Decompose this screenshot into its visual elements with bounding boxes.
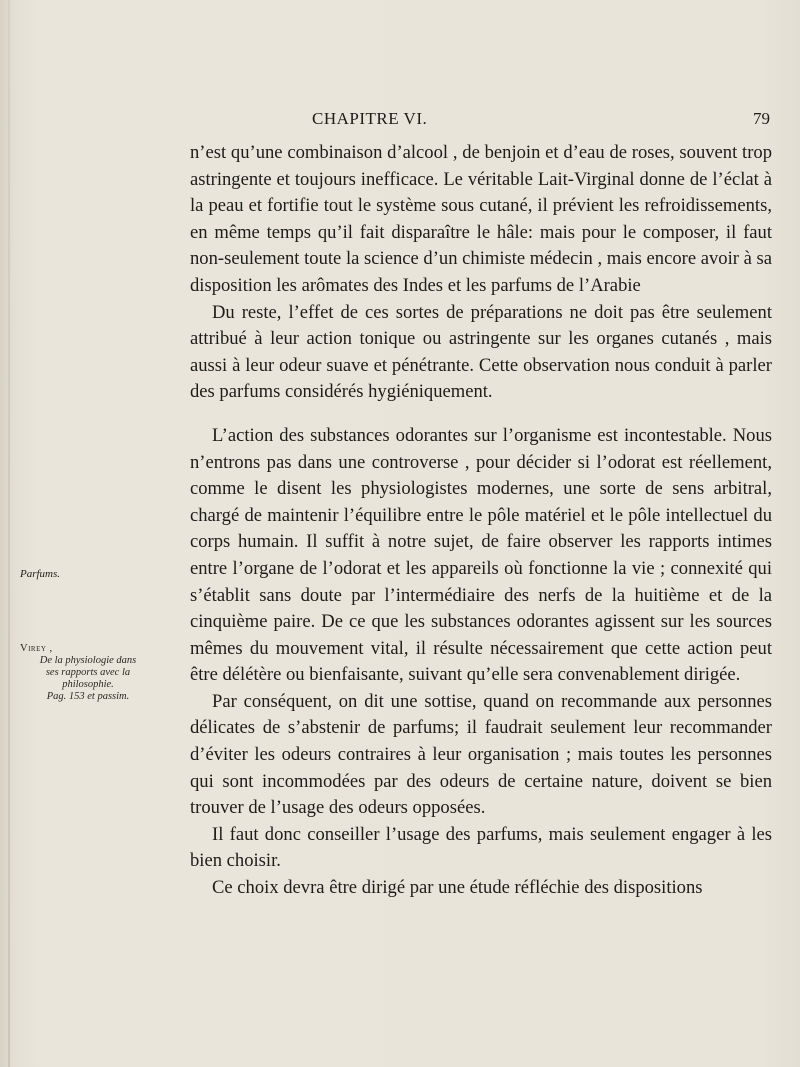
running-title: CHAPITRE VI. — [312, 109, 428, 128]
margin-note-pages: Pag. 153 et passim. — [46, 691, 130, 702]
body-text — [190, 140, 772, 902]
margin-note-book-line1: De la physiologie dans — [39, 655, 137, 666]
paragraph: Il faut donc conseiller l’usage des parfums, mais seulement engager à les bien choisir. — [190, 823, 772, 872]
margin-note-virey — [18, 643, 158, 703]
margin-note-author: Virey , — [20, 643, 53, 654]
paragraph: L’action des substances odorantes sur l’organisme est incontestable. Nous n’entrons pas dans une controverse , pour décider si l’odorat est réellement, comme le disent les physiologistes modernes, une sorte de sens arbitral, chargé de maintenir l’équilibre entre le pôle matériel et le pôle intellectuel du corps humain. Il suffit à notre sujet, de faire observer les rapports intimes entre l’organe de l’odorat et les appareils où fonctionne la vie ; connexité qui s’établit sans doute par l’intermédiaire des nerfs de la huitième et de la cinquième paire. De ce que les substances odorantes agissent sur les sources mêmes du mouvement vital, il résulte nécessairement que cette action peut être délétère ou bienfaisante, suivant qu’elle sera convenablement dirigée. — [190, 424, 772, 686]
paragraph: n’est qu’une combinaison d’alcool , de benjoin et d’eau de roses, souvent trop astringente et toujours inefficace. Le véritable Lait-Virginal donne de l’éclat à la peau et fortifie tout le système sous cutané, il prévient les refroidissements, en même temps qu’il fait disparaître le hâle: mais pour le composer, il faut non-seulement toute la science d’un chimiste médecin , mais encore avoir à sa disposition les arômates des Indes et les parfums de l’Arabie — [190, 142, 772, 296]
margin-note-parfums: Parfums. — [20, 568, 61, 580]
page-number: 79 — [753, 109, 770, 128]
margin-note-book-line3: philosophie. — [62, 679, 114, 690]
margin-note-book-line2: ses rapports avec la — [45, 667, 131, 678]
paragraph: Ce choix devra être dirigé par une étude réfléchie des dispositions — [212, 877, 703, 899]
paragraph: Du reste, l’effet de ces sortes de préparations ne doit pas être seulement attribué à leur action tonique ou astringente sur les organes cutanés , mais aussi à leur odeur suave et pénétrante. Cette observation nous conduit à parler des parfums considérés hygiéniquement. — [190, 301, 772, 403]
page-header — [250, 109, 770, 133]
paragraph: Par conséquent, on dit une sottise, quand on recommande aux personnes délicates de s’abstenir de parfums; il faudrait seulement leur recommander d’éviter les odeurs contraires à leur organisation ; mais toutes les personnes qui sont incommodées par des odeurs de certaine nature, doivent se bien trouver de l’usage des odeurs opposées. — [190, 690, 772, 819]
gutter-shadow — [8, 0, 10, 1067]
